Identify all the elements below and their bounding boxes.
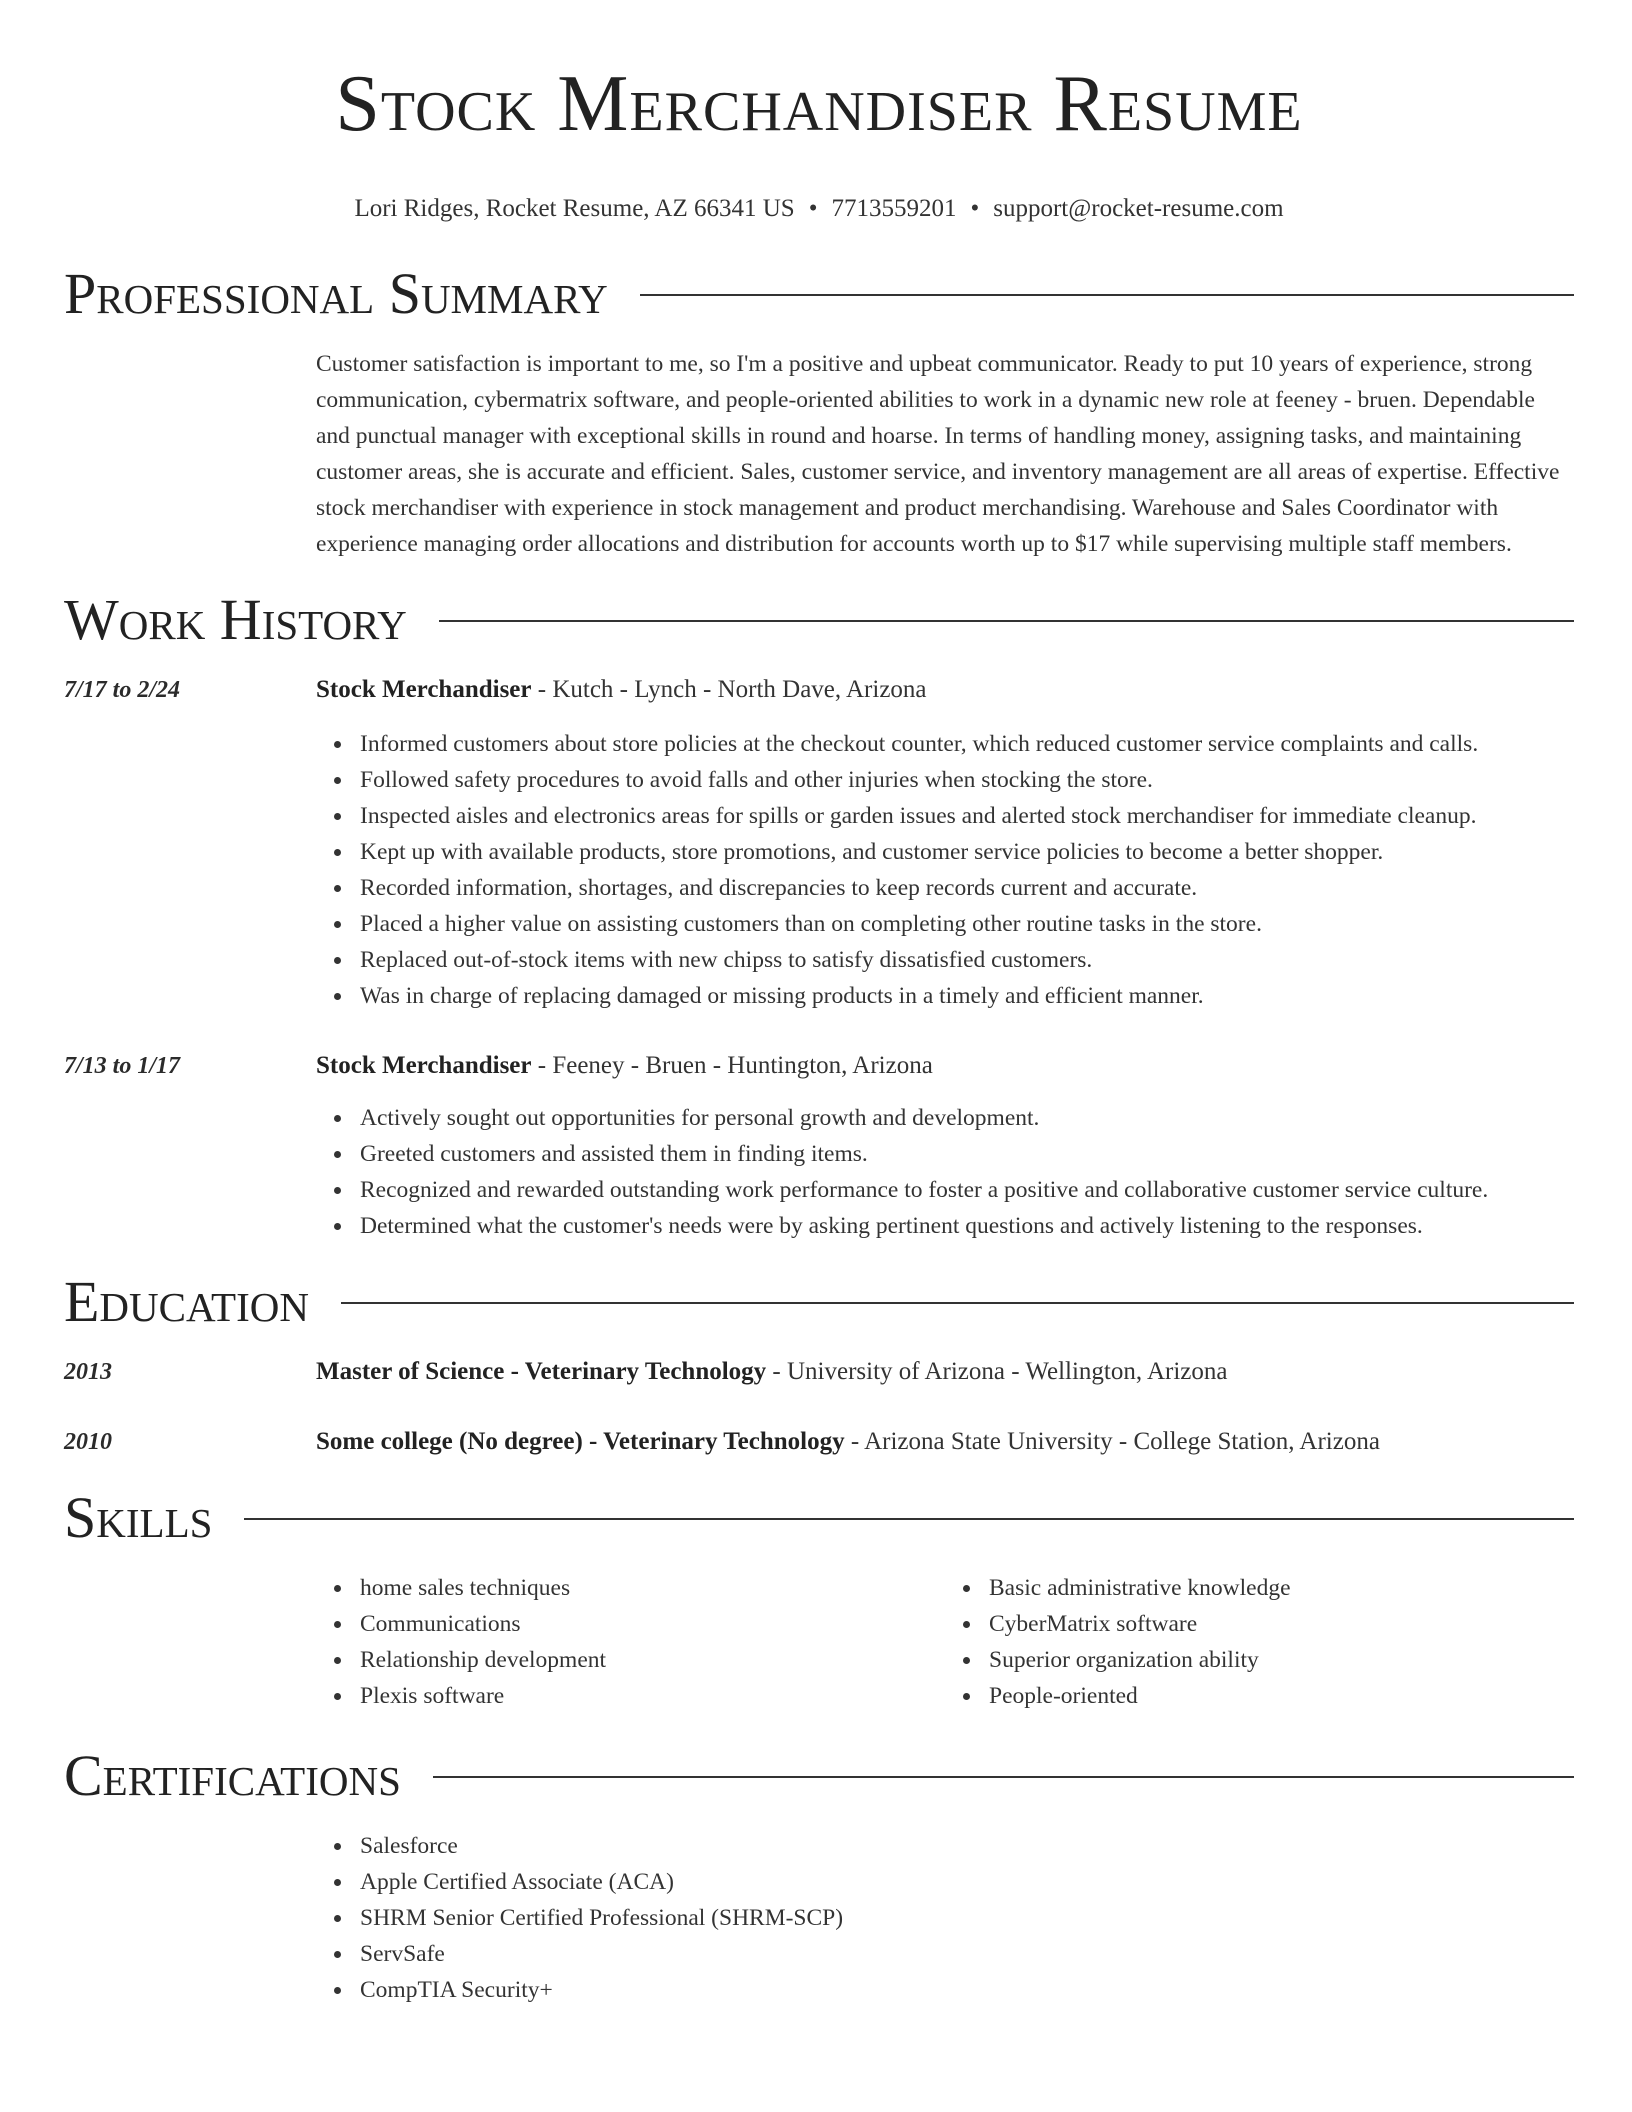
list-item: Followed safety procedures to avoid falls and other injuries when stocking the store. — [360, 762, 1574, 798]
list-item: CyberMatrix software — [989, 1606, 1574, 1642]
education-section-header — [64, 1270, 1574, 1334]
list-item: SHRM Senior Certified Professional (SHRM-SCP) — [360, 1900, 1574, 1936]
contact-separator: • — [808, 195, 818, 222]
list-item: Plexis software — [360, 1678, 945, 1714]
job-details: - Feeney - Bruen - Huntington, Arizona — [531, 1052, 933, 1079]
job-heading — [316, 672, 927, 708]
education-degree: Some college (No degree) - Veterinary Technology — [316, 1428, 845, 1455]
list-item: Basic administrative knowledge — [989, 1570, 1574, 1606]
education-heading-line — [316, 1424, 1380, 1460]
list-item: Recorded information, shortages, and discrepancies to keep records current and accurate. — [360, 870, 1574, 906]
list-item: Kept up with available products, store promotions, and customer service policies to become a better shopper. — [360, 834, 1574, 870]
education-degree: Master of Science - Veterinary Technology — [316, 1358, 767, 1385]
summary-body — [316, 346, 1574, 562]
job-bullets — [316, 726, 1574, 1014]
list-item: Superior organization ability — [989, 1642, 1574, 1678]
list-item: ServSafe — [360, 1936, 1574, 1972]
certifications-section-header — [64, 1744, 1574, 1808]
list-item: Determined what the customer's needs were by asking pertinent questions and actively listening to the responses. — [360, 1208, 1574, 1244]
summary-text: Customer satisfaction is important to me, so I'm a positive and upbeat communicator. Ready to put 10 years of experience, strong communication, cybermatrix software, and people-oriented abilities to work in a dynamic new role at feeney - bruen. Dependable and punctual manager with exceptional skills in round and hoarse. In terms of handling money, assigning tasks, and maintaining customer areas, she is accurate and efficient. Sales, customer service, and inventory management are all areas of expertise. Effective stock merchandiser with experience in stock management and product merchandising. Warehouse and Sales Coordinator with experience managing order allocations and distribution for accounts worth up to $17 while supervising multiple staff members. — [316, 351, 1560, 557]
list-item: Communications — [360, 1606, 945, 1642]
section-divider — [244, 1518, 1574, 1520]
list-item: Salesforce — [360, 1828, 1574, 1864]
education-entry — [64, 1354, 1574, 1390]
education-year: 2010 — [64, 1429, 112, 1455]
skills-column-left — [316, 1570, 945, 1714]
summary-section-header — [64, 262, 1574, 326]
list-item: Placed a higher value on assisting customers than on completing other routine tasks in the store. — [360, 906, 1574, 942]
certifications-heading: Certifications — [64, 1743, 401, 1808]
job-dates: 7/17 to 2/24 — [64, 677, 181, 703]
section-divider — [341, 1302, 1574, 1304]
contact-email: support@rocket-resume.com — [993, 195, 1284, 222]
section-divider — [439, 620, 1574, 622]
work-heading: Work History — [64, 587, 407, 652]
contact-separator: • — [970, 195, 980, 222]
job-title: Stock Merchandiser — [316, 676, 532, 703]
list-item: Was in charge of replacing damaged or missing products in a timely and efficient manner. — [360, 978, 1574, 1014]
page-title: Stock Merchandiser Resume — [335, 60, 1303, 148]
list-item: Inspected aisles and electronics areas for spills or garden issues and alerted stock merchandiser for immediate cleanup. — [360, 798, 1574, 834]
list-item: Informed customers about store policies at the checkout counter, which reduced customer service complaints and calls. — [360, 726, 1574, 762]
certifications-list — [316, 1828, 1574, 2008]
skills-section-header — [64, 1486, 1574, 1550]
job-bullets — [316, 1100, 1574, 1244]
section-divider — [640, 294, 1574, 296]
skills-list — [316, 1570, 1574, 1714]
list-item: home sales techniques — [360, 1570, 945, 1606]
list-item: Actively sought out opportunities for personal growth and development. — [360, 1100, 1574, 1136]
education-school: - University of Arizona - Wellington, Arizona — [766, 1358, 1228, 1385]
contact-address: Lori Ridges, Rocket Resume, AZ 66341 US — [354, 195, 795, 222]
contact-phone: 7713559201 — [831, 195, 957, 222]
education-heading: Education — [64, 1269, 309, 1334]
summary-heading: Professional Summary — [64, 261, 608, 326]
list-item: Recognized and rewarded outstanding work performance to foster a positive and collaborative customer service culture. — [360, 1172, 1574, 1208]
list-item: Relationship development — [360, 1642, 945, 1678]
list-item: Apple Certified Associate (ACA) — [360, 1864, 1574, 1900]
list-item: Replaced out-of-stock items with new chipss to satisfy dissatisfied customers. — [360, 942, 1574, 978]
skills-heading: Skills — [64, 1485, 213, 1550]
list-item: Greeted customers and assisted them in finding items. — [360, 1136, 1574, 1172]
job-heading — [316, 1048, 933, 1084]
section-divider — [433, 1776, 1574, 1778]
education-school: - Arizona State University - College Station, Arizona — [844, 1428, 1380, 1455]
skills-column-right — [945, 1570, 1574, 1714]
job-details: - Kutch - Lynch - North Dave, Arizona — [531, 676, 927, 703]
list-item: People-oriented — [989, 1678, 1574, 1714]
job-dates: 7/13 to 1/17 — [64, 1053, 181, 1079]
resume-page — [64, 0, 1574, 2008]
work-section-header — [64, 588, 1574, 652]
job-entry — [64, 672, 1574, 708]
job-title: Stock Merchandiser — [316, 1052, 532, 1079]
education-heading-line — [316, 1354, 1228, 1390]
list-item: CompTIA Security+ — [360, 1972, 1574, 2008]
contact-line — [64, 194, 1574, 224]
job-entry — [64, 1048, 1574, 1084]
education-year: 2013 — [64, 1359, 112, 1385]
education-entry — [64, 1424, 1574, 1460]
